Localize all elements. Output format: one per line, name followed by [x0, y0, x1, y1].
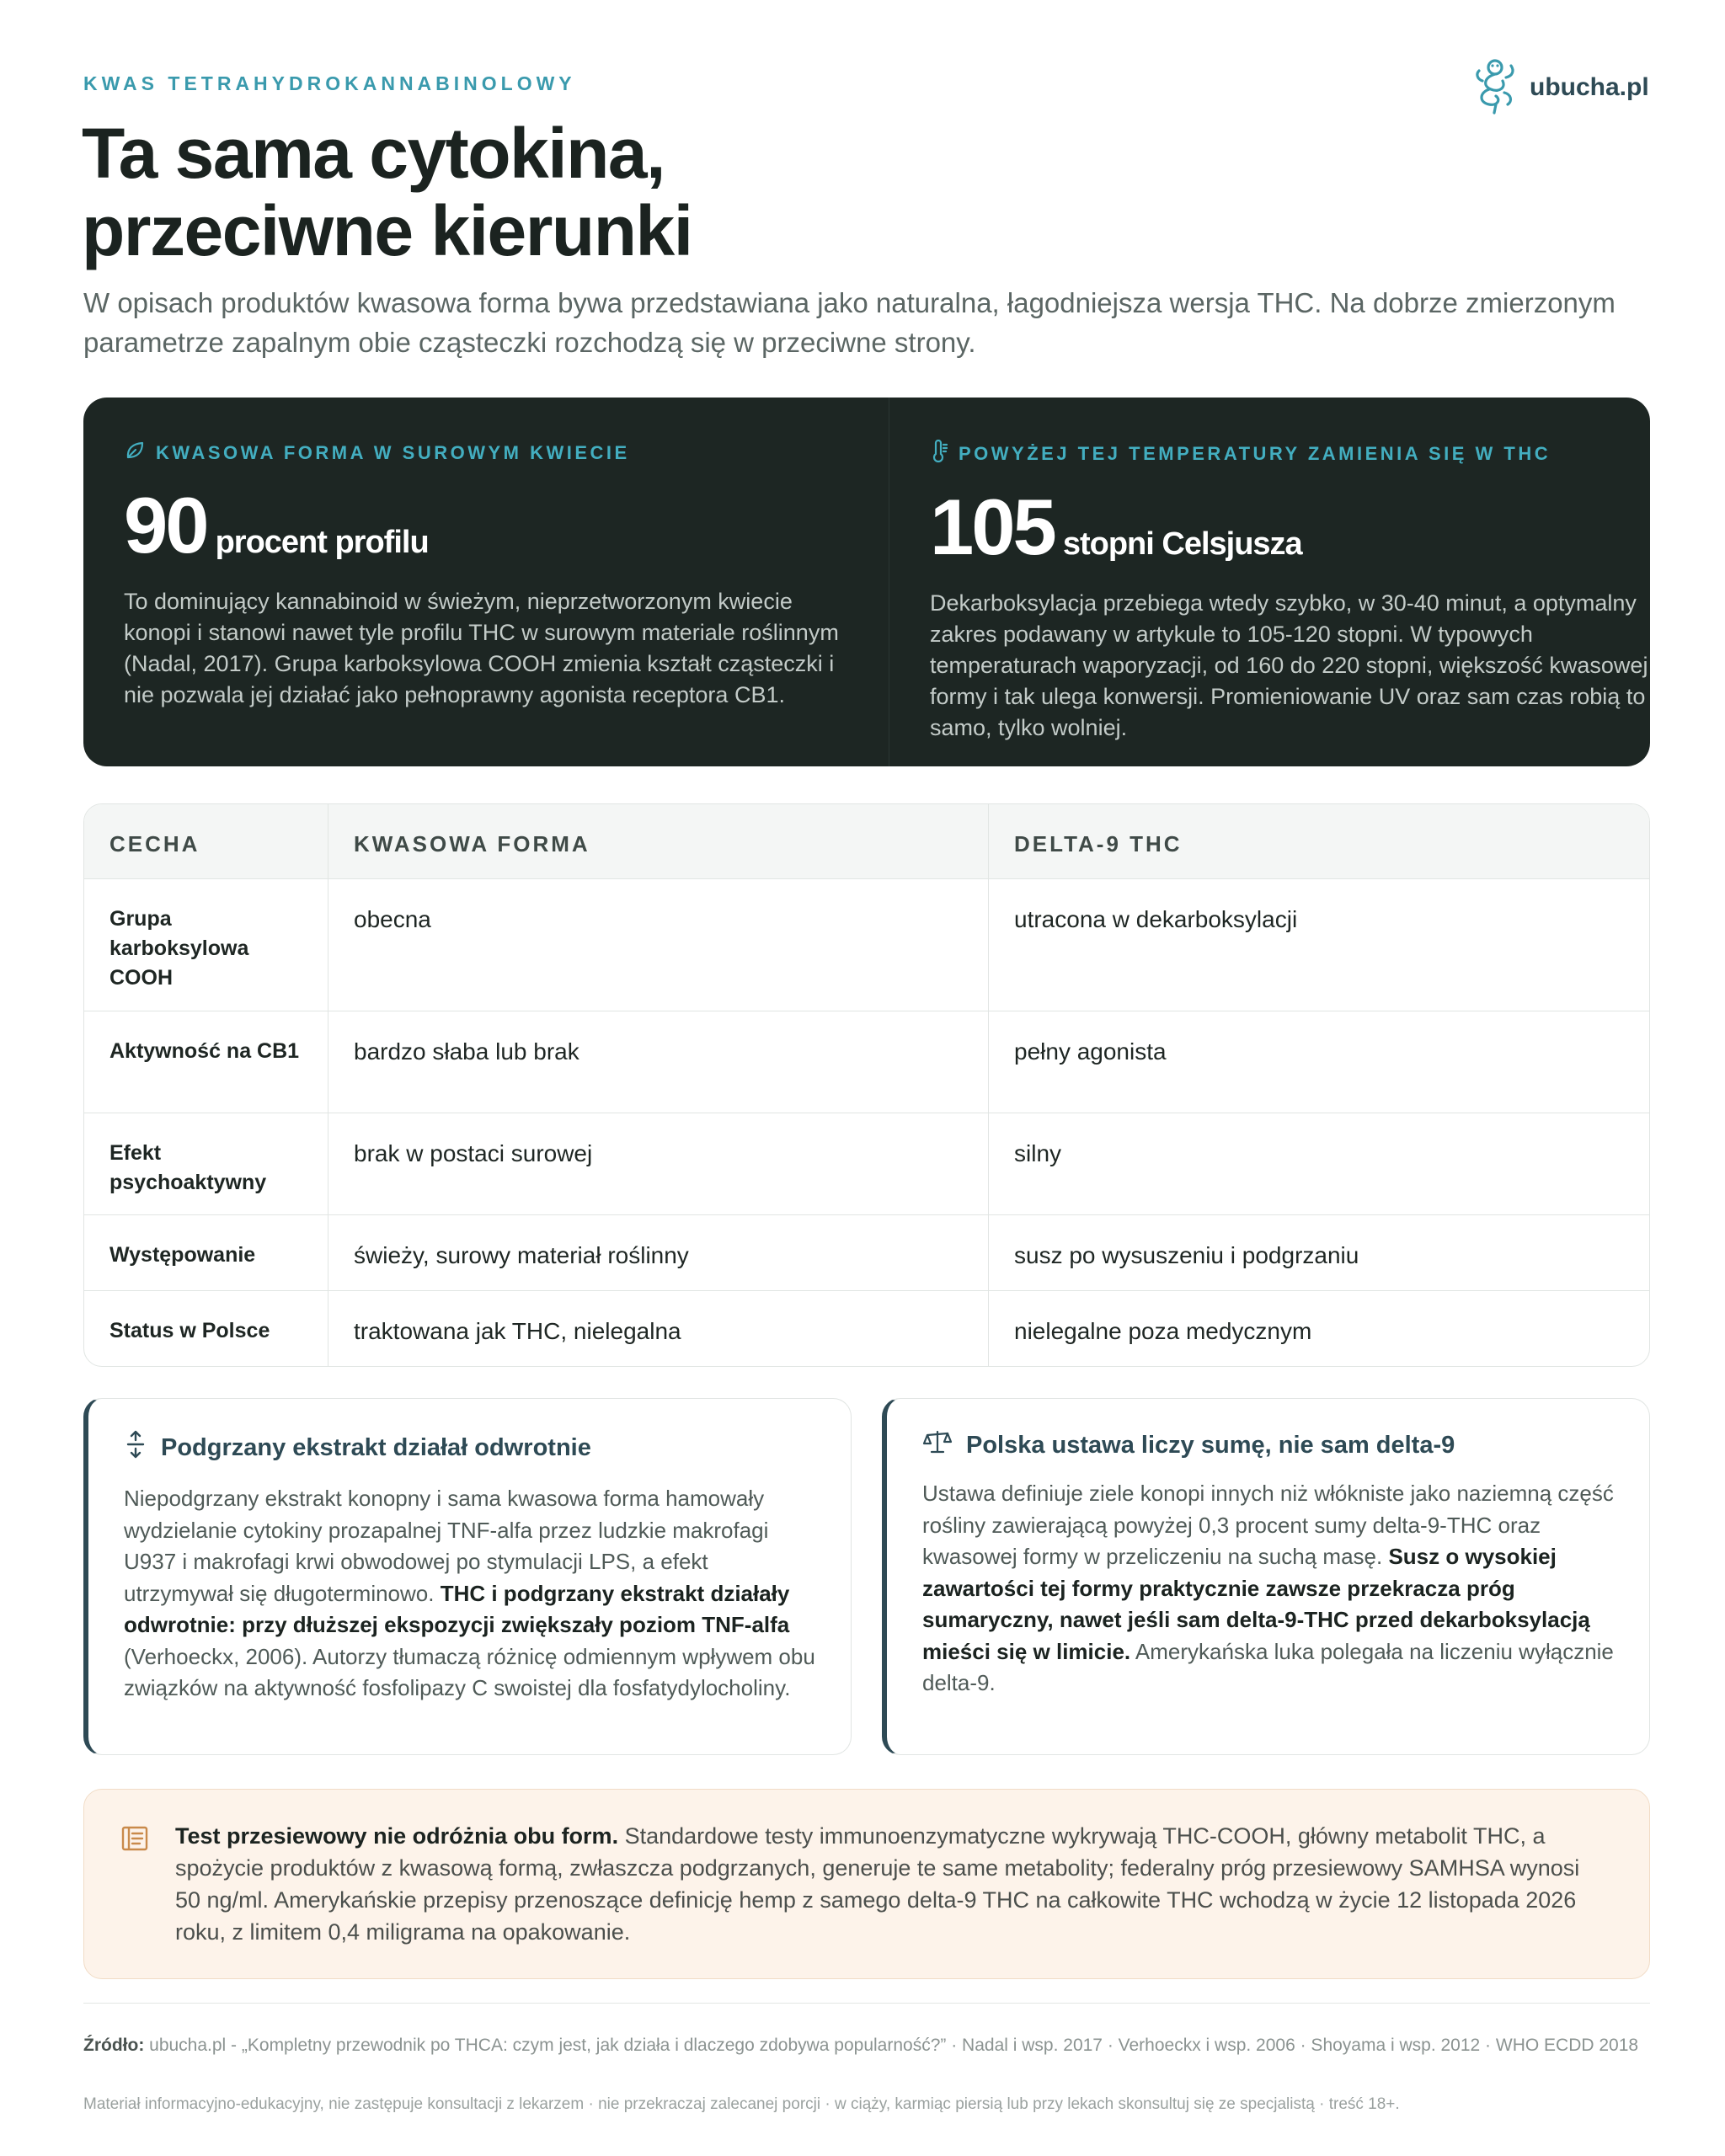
- lead-paragraph: W opisach produktów kwasowa forma bywa przedstawiana jako naturalna, łagodniejsza wersja THC. Na dobrze zmierzonym parametrze zapalnym obie cząsteczki rozchodzą się w przeciwne strony.: [83, 287, 1616, 358]
- logo[interactable]: [1472, 56, 1649, 119]
- table-cell-feature: Aktywność na CB1: [84, 1011, 328, 1113]
- table-cell-thc: silny: [1014, 1140, 1062, 1166]
- table-cell-feature: Grupa karboksylowa COOH: [84, 879, 328, 1011]
- note-bold: Test przesiewowy nie odróżnia obu form.: [175, 1823, 619, 1849]
- arrows-up-down-icon: [124, 1429, 147, 1466]
- screening-note: [83, 1789, 1650, 1979]
- document-icon: [120, 1823, 150, 1858]
- table-row: [84, 1290, 1649, 1366]
- card-text-bold: Susz o wysokiej zawartości tej formy praktycznie zawsze przekracza próg sumaryczny, nawet jeśli sam delta-9-THC przed dekarboksylacją mieści się w limicie.: [922, 1544, 1590, 1664]
- note-body: Standardowe testy immunoenzymatyczne wykrywają THC-COOH, główny metabolit THC, a spożycie produktów z kwasową formą, zwłaszcza podgrzanych, generuje te same metabolity; federalny próg przesiewowy SAMHSA wynosi 50 ng/ml. Amerykańskie przepisy przenoszące definicję hemp z samego delta-9 THC na całkowite THC wchodzą w życie 12 listopada 2026 roku, z limitem 0,4 miligrama na opakowanie.: [175, 1823, 1580, 1945]
- source-line: [83, 2031, 1650, 2059]
- card-text: [124, 1483, 817, 1705]
- table-cell-thc: nielegalne poza medycznym: [1014, 1318, 1312, 1344]
- table-header-row: [84, 804, 1649, 878]
- stat-label-text: POWYŻEJ TEJ TEMPERATURY ZAMIENIA SIĘ W THC: [959, 443, 1551, 464]
- table-cell-acid: brak w postaci surowej: [328, 1113, 989, 1214]
- stat-number: 90: [124, 481, 207, 569]
- logo-icon: [1472, 56, 1519, 119]
- table-header-cell: KWASOWA FORMA: [328, 804, 989, 878]
- stats-panel: [83, 398, 1650, 766]
- stat-label-text: KWASOWA FORMA W SUROWYM KWIECIE: [156, 442, 630, 463]
- comparison-table: [83, 803, 1650, 1367]
- table-row: [84, 1011, 1649, 1113]
- stat-description: Dekarboksylacja przebiega wtedy szybko, w 30-40 minut, a optymalny zakres podawany w artykule to 105-120 stopni. W typowych temperaturach waporyzacji, od 160 do 220 stopni, większość kwasowej formy i tak ulega konwersji. Promieniowanie UV oraz sam czas robią to samo, tylko wolniej.: [930, 590, 1648, 740]
- source-text: ubucha.pl - „Kompletny przewodnik po THCA: czym jest, jak działa i dlaczego zdobywa popularność?” · Nadal i wsp. 2017 · Verhoeckx i wsp. 2006 · Shoyama i wsp. 2012 · WHO ECDD 2018: [144, 2036, 1639, 2055]
- table-cell-acid: bardzo słaba lub brak: [328, 1011, 989, 1113]
- table-cell-feature: Status w Polsce: [84, 1291, 328, 1366]
- card-text-part: Amerykańska luka polegała na liczeniu wyłącznie delta-9.: [922, 1638, 1614, 1695]
- card-text-part: Niepodgrzany ekstrakt konopny i sama kwasowa forma hamowały wydzielanie cytokiny prozapalnej TNF-alfa przez ludzkie makrofagi U937 i makrofagi krwi obwodowej po stymulacji LPS, a efekt utrzymywał się długoterminowo.: [124, 1486, 769, 1606]
- scale-icon: [922, 1429, 953, 1461]
- table-row: [84, 878, 1649, 1011]
- page-title: [82, 115, 1092, 270]
- card-text-bold: THC i podgrzany ekstrakt działały odwrotnie: przy dłuższej ekspozycji zwiększały poziom TNF-alfa: [124, 1580, 790, 1637]
- title-line-2: przeciwne kierunki: [82, 191, 692, 270]
- table-cell-acid: traktowana jak THC, nielegalna: [328, 1291, 989, 1366]
- stat-value: [124, 481, 848, 569]
- info-card-heated-extract: [83, 1398, 852, 1755]
- card-title-text: Podgrzany ekstrakt działał odwrotnie: [161, 1433, 591, 1461]
- table-cell-thc: pełny agonista: [1014, 1038, 1167, 1065]
- stat-raw-flower: [83, 398, 889, 766]
- card-text: [922, 1478, 1616, 1700]
- stat-label: [124, 440, 848, 467]
- leaf-icon: [124, 440, 146, 467]
- card-text-part: Ustawa definiuje ziele konopi innych niż włókniste jako naziemną część rośliny zawierającą powyżej 0,3 procent sumy delta-9-THC oraz kwasowej formy w przeliczeniu na suchą masę.: [922, 1481, 1614, 1569]
- stat-description: To dominujący kannabinoid w świeżym, nieprzetworzonym kwiecie konopi i stanowi nawet tyle profilu THC w surowym materiale roślinnym (Nadal, 2017). Grupa karboksylowa COOH zmienia kształt cząsteczki i nie pozwala jej działać jako pełnoprawny agonista receptora CB1.: [124, 589, 839, 707]
- table-cell-feature: Występowanie: [84, 1215, 328, 1290]
- stat-unit: stopni Celsjusza: [1062, 526, 1302, 562]
- disclaimer: Materiał informacyjno-edukacyjny, nie zastępuje konsultacji z lekarzem · nie przekraczaj zalecanej porcji · w ciąży, karmiąc piersią lub przy lekach skonsultuj się ze specjalistą · treść 18+.: [83, 2095, 1400, 2113]
- stat-label: [930, 440, 1654, 468]
- table-cell-thc: utracona w dekarboksylacji: [1014, 906, 1298, 932]
- eyebrow: KWAS TETRAHYDROKANNABINOLOWY: [83, 72, 576, 94]
- stat-unit: procent profilu: [215, 525, 429, 560]
- table-row: [84, 1214, 1649, 1290]
- table-cell-feature: Efekt psychoaktywny: [84, 1113, 328, 1214]
- stat-number: 105: [930, 483, 1055, 571]
- card-text-part: (Verhoeckx, 2006). Autorzy tłumaczą różnicę odmiennym wpływem obu związków na aktywność fosfolipazy C swoistej dla fosfatydylocholiny.: [124, 1643, 815, 1700]
- source-label: Źródło:: [83, 2036, 145, 2055]
- table-cell-thc: susz po wysuszeniu i podgrzaniu: [1014, 1242, 1359, 1268]
- stat-temperature: [889, 398, 1695, 766]
- card-title: [124, 1429, 817, 1466]
- stat-value: [930, 483, 1654, 571]
- logo-text: ubucha.pl: [1530, 72, 1649, 101]
- thermometer-icon: [930, 440, 948, 468]
- table-header-cell: DELTA-9 THC: [1014, 831, 1183, 857]
- info-card-polish-law: [882, 1398, 1650, 1755]
- title-line-1: Ta sama cytokina,: [82, 114, 665, 193]
- card-title-text: Polska ustawa liczy sumę, nie sam delta-9: [966, 1431, 1455, 1459]
- table-cell-acid: obecna: [328, 879, 989, 1011]
- table-cell-acid: świeży, surowy materiał roślinny: [328, 1215, 989, 1290]
- table-header-cell: CECHA: [84, 804, 328, 878]
- card-title: [922, 1429, 1616, 1461]
- table-row: [84, 1113, 1649, 1214]
- note-text: [175, 1820, 1607, 1948]
- footer-divider: [83, 2003, 1650, 2004]
